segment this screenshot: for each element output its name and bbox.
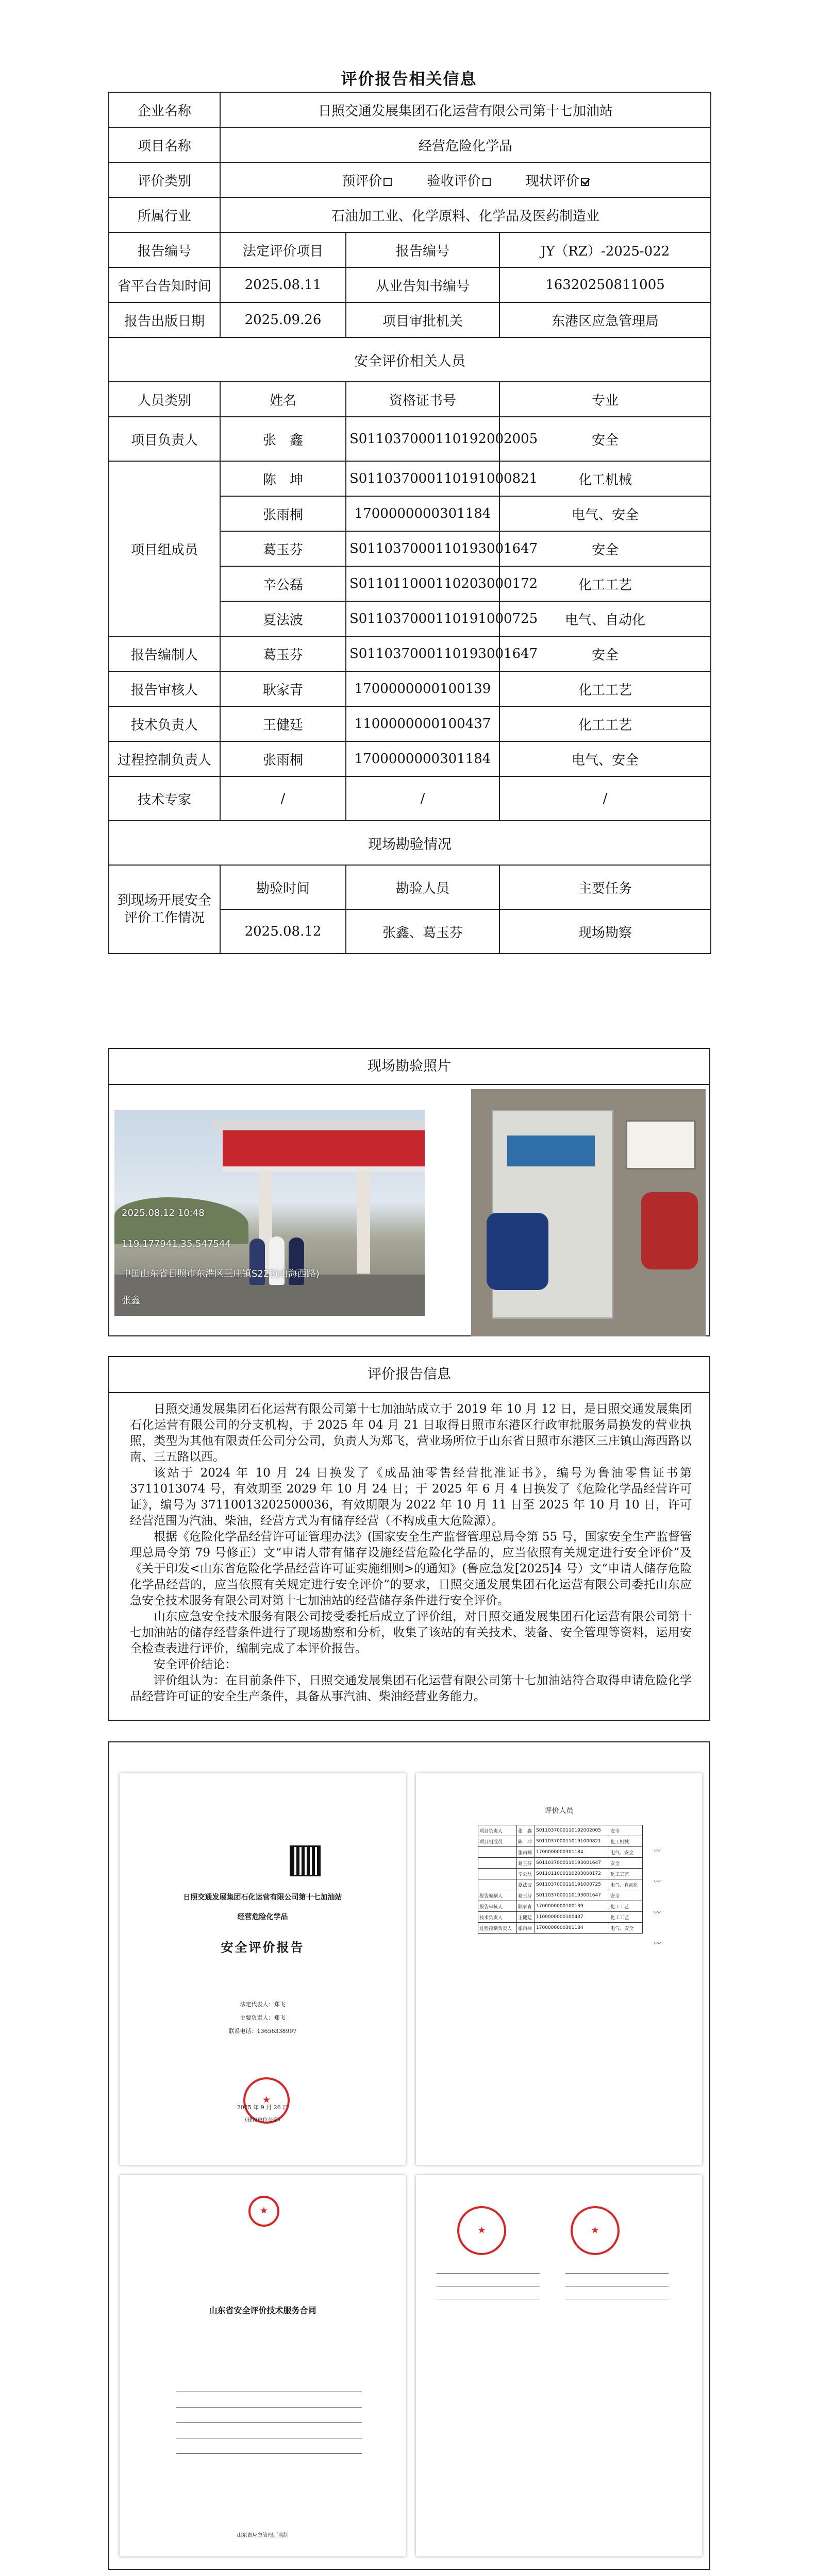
cover-report-title: 安全评价报告 xyxy=(221,1940,305,1955)
table-cell: 安全 xyxy=(609,1858,643,1869)
eval-type-current: 现状评价 xyxy=(526,174,589,189)
table-cell: 王健廷 xyxy=(516,1912,535,1923)
upload-label: 省平台告知时间 xyxy=(109,267,220,302)
table-row xyxy=(478,1923,643,1934)
document-scans-section xyxy=(108,1741,710,2570)
other-name: 葛玉芬 xyxy=(220,636,346,671)
report-cover-scan xyxy=(120,1773,406,2165)
notice-no: 16320250811005 xyxy=(499,267,711,302)
checkbox-current-checked-icon xyxy=(581,178,589,186)
table-cell: 1100000000100437 xyxy=(535,1912,609,1923)
table-cell: 化工机械 xyxy=(609,1836,643,1847)
photo-watermark-time: 2025.08.12 10:48 xyxy=(122,1208,205,1218)
table-cell: 项目负责人 xyxy=(478,1825,517,1836)
survey-header-people: 勘验人员 xyxy=(346,865,499,909)
approver-label: 项目审批机关 xyxy=(346,302,499,337)
table-cell: 葛玉芬 xyxy=(516,1858,535,1869)
eval-type-pre: 预评价 xyxy=(342,174,392,189)
evaluation-paragraph: 该站于 2024 年 10 月 24 日换发了《成品油零售经营批准证书》，编号为鲁油零售证书第3711013074 号，有效期至 2029 年 10 月 24 日；于 2025 年 6 月 4 日换发了《危险化学品经营许可证》，编号为 37110013202500036，有效期限为 2022 年 10 月 11 日至 2025 年 10 月 10 日，许可经营范围为汽油、柴油，经营方式为有储存经营（不构成重大危险源）。 xyxy=(130,1466,692,1528)
other-major: 化工工艺 xyxy=(499,706,711,741)
other-major: / xyxy=(499,776,711,821)
table-cell: S011037000110193001647 xyxy=(535,1858,609,1869)
staff-section-title: 安全评价相关人员 xyxy=(109,337,711,382)
project-name-value: 经营危险化学品 xyxy=(220,127,711,162)
table-row xyxy=(478,1869,643,1879)
table-row xyxy=(109,302,711,337)
table-row xyxy=(478,1879,643,1890)
other-cert: 1100000000100437 xyxy=(346,706,499,741)
evaluation-paragraph: 日照交通发展集团石化运营有限公司第十七加油站成立于 2019 年 10 月 12 日，是日照交通发展集团石化运营有限公司的分支机构，于 2025 年 04 月 21 日取得日照市东港区行政审批服务局换发的营业执照，类型为其他有限责任公司分公司，负责人为郑飞，营业场所位于山东省日照市东港区三庄镇山海西路以南、三五路以西。 xyxy=(130,1402,692,1464)
form-line xyxy=(437,2273,540,2274)
conclusion-paragraph: 评价组认为：在目前条件下，日照交通发展集团石化运营有限公司第十七加油站符合取得申请危险化学品经营许可证的安全生产条件，具备从事汽油、柴油经营业务能力。 xyxy=(130,1674,692,1703)
other-name: / xyxy=(220,776,346,821)
staff-header-name: 姓名 xyxy=(220,382,346,417)
other-name: 张雨桐 xyxy=(220,741,346,776)
table-cell: 夏法波 xyxy=(516,1879,535,1890)
member-name: 葛玉芬 xyxy=(220,531,346,566)
issue-date: 2025.09.26 xyxy=(220,302,346,337)
table-cell xyxy=(478,1858,517,1869)
table-row xyxy=(109,162,711,197)
table-cell: 化工工艺 xyxy=(609,1901,643,1912)
evaluation-paragraph: 山东应急安全技术服务有限公司接受委托后成立了评价组，对日照交通发展集团石化运营有限公司第十七加油站的储存经营条件进行了现场勘察和分析，收集了该站的有关技术、装备、安全管理等资料，运用安全检查表进行评价，编制完成了本评价报告。 xyxy=(130,1610,692,1655)
legal-eval-label: 法定评价项目 xyxy=(220,232,346,267)
other-major: 安全 xyxy=(499,636,711,671)
member-major: 安全 xyxy=(499,531,711,566)
table-cell: S011037000110193001647 xyxy=(535,1890,609,1901)
table-row xyxy=(109,127,711,162)
signature-mark-icon: 〰 xyxy=(653,1847,660,1855)
approver-value: 东港区应急管理局 xyxy=(499,302,711,337)
table-cell: 报告审核人 xyxy=(478,1901,517,1912)
table-row xyxy=(109,92,711,127)
leader-name: 张 鑫 xyxy=(220,417,346,461)
table-cell xyxy=(478,1879,517,1890)
other-role: 技术专家 xyxy=(109,776,220,821)
member-major: 化工工艺 xyxy=(499,566,711,601)
table-cell: 1700000000100139 xyxy=(535,1901,609,1912)
table-row xyxy=(478,1912,643,1923)
table-cell xyxy=(478,1869,517,1879)
photo-watermark-coord: 119.177941,35.547544 xyxy=(122,1239,231,1249)
cover-phone: 联系电话：13656338997 xyxy=(228,2028,297,2035)
cover-project: 经营危险化学品 xyxy=(237,1913,288,1921)
staff-header-major: 专业 xyxy=(499,382,711,417)
evaluation-section xyxy=(108,1356,710,1721)
member-name: 张雨桐 xyxy=(220,496,346,531)
member-name: 辛公磊 xyxy=(220,566,346,601)
form-line xyxy=(176,2453,362,2454)
contract-cover-scan xyxy=(120,2175,406,2556)
other-role: 报告审核人 xyxy=(109,671,220,706)
dispenser-panel-shape xyxy=(507,1136,595,1166)
table-row xyxy=(478,1858,643,1869)
table-row xyxy=(109,197,711,232)
signboard-shape xyxy=(626,1120,696,1170)
fuel-dispenser-inspection-photo xyxy=(471,1089,706,1336)
table-cell: 电气、安全 xyxy=(609,1847,643,1858)
table-cell xyxy=(478,1847,517,1858)
qr-code-icon xyxy=(290,1845,321,1876)
project-name-label: 项目名称 xyxy=(109,127,220,162)
party-b-seal-icon xyxy=(571,2206,620,2255)
table-cell: 安全 xyxy=(609,1825,643,1836)
report-info-table xyxy=(108,92,711,954)
table-cell: 1700000000301184 xyxy=(535,1847,609,1858)
table-cell: 辛公磊 xyxy=(516,1869,535,1879)
table-row xyxy=(109,706,711,741)
leader-major: 安全 xyxy=(499,417,711,461)
table-cell: 陈 坤 xyxy=(516,1836,535,1847)
table-row xyxy=(478,1901,643,1912)
other-role: 报告编制人 xyxy=(109,636,220,671)
cover-leader: 主要负责人：郑飞 xyxy=(240,2014,286,2021)
other-name: 王健廷 xyxy=(220,706,346,741)
survey-header-task: 主要任务 xyxy=(499,865,711,909)
cover-date: 2025 年 9 月 26 日 xyxy=(237,2104,289,2111)
cover-seal-note: （建设单位公章） xyxy=(242,2117,283,2123)
form-line xyxy=(176,2407,362,2408)
table-cell: 葛玉芬 xyxy=(516,1890,535,1901)
other-name: 耿家青 xyxy=(220,671,346,706)
table-row xyxy=(109,417,711,461)
signature-mark-icon: 〰 xyxy=(653,1878,660,1886)
canopy-shape xyxy=(223,1130,425,1172)
member-major: 电气、自动化 xyxy=(499,601,711,636)
staff-header-cert: 资格证书号 xyxy=(346,382,499,417)
other-cert: / xyxy=(346,776,499,821)
table-cell: 化工工艺 xyxy=(609,1912,643,1923)
table-row xyxy=(109,232,711,267)
party-a-seal-icon xyxy=(457,2206,506,2255)
other-cert: 1700000000100139 xyxy=(346,671,499,706)
page-title: 评价报告相关信息 xyxy=(341,70,477,89)
survey-section-title: 现场勘验情况 xyxy=(109,821,711,865)
signature-mark-icon: 〰 xyxy=(653,1909,660,1917)
form-line xyxy=(176,2422,362,2423)
industry-label: 所属行业 xyxy=(109,197,220,232)
member-cert: S011011000110203000172 xyxy=(346,566,499,601)
other-major: 化工工艺 xyxy=(499,671,711,706)
personnel-mini-table xyxy=(478,1825,643,1934)
cover-company: 日照交通发展集团石化运营有限公司第十七加油站 xyxy=(183,1893,342,1902)
member-major: 电气、安全 xyxy=(499,496,711,531)
evaluation-paragraph: 根据《危险化学品经营许可证管理办法》(国家安全生产监督管理总局令第 55 号，国家安全生产监督管理总局令第 79 号修正）文“申请人带有储存设施经营危险化学品的，应当依照有关规定进行安全评价”及《关于印发<山东省危险化学品经营许可证实施细则>的通知》(鲁应急发[2025]4 号）文“申请人储存危险化学品经营的，应当依照有关规定进行安全评价”的要求，日照交通发展集团石化运营有限公司委托山东应急安全技术服务有限公司对第十七加油站的经营储存条件进行安全评价。 xyxy=(130,1530,692,1607)
member-major: 化工机械 xyxy=(499,461,711,496)
table-cell: S011037000110192002005 xyxy=(535,1825,609,1836)
table-cell: 张 鑫 xyxy=(516,1825,535,1836)
eval-type-label: 评价类别 xyxy=(109,162,220,197)
member-name: 夏法波 xyxy=(220,601,346,636)
table-row xyxy=(478,1836,643,1847)
other-cert: 1700000000301184 xyxy=(346,741,499,776)
pillar-shape xyxy=(357,1171,370,1274)
other-role: 过程控制负责人 xyxy=(109,741,220,776)
photo-watermark-address: 中国山东省日照市东港区三庄镇S222(山海西路) xyxy=(122,1268,320,1279)
table-row xyxy=(109,382,711,417)
worker-shape xyxy=(641,1192,698,1269)
table-row xyxy=(109,865,711,909)
notice-label: 从业告知书编号 xyxy=(346,267,499,302)
table-cell: 耿家青 xyxy=(516,1901,535,1912)
eval-type-acceptance: 验收评价 xyxy=(427,174,491,189)
table-cell: 安全 xyxy=(609,1890,643,1901)
company-label: 企业名称 xyxy=(109,92,220,127)
table-row xyxy=(109,636,711,671)
report-no-sub-label: 报告编号 xyxy=(346,232,499,267)
table-row xyxy=(109,671,711,706)
leader-cert: S011037000110192002005 xyxy=(346,417,499,461)
member-cert: S011037000110191000725 xyxy=(346,601,499,636)
evaluation-title: 评价报告信息 xyxy=(109,1357,709,1393)
site-photos-section xyxy=(108,1048,710,1336)
table-row xyxy=(109,461,711,496)
table-cell: 项目组成员 xyxy=(478,1836,517,1847)
eval-type-options xyxy=(220,162,711,197)
member-name: 陈 坤 xyxy=(220,461,346,496)
survey-row-label: 到现场开展安全评价工作情况 xyxy=(109,865,220,954)
survey-date: 2025.08.12 xyxy=(220,909,346,954)
survey-task: 现场勘察 xyxy=(499,909,711,954)
industry-value: 石油加工业、化学原料、化学品及医药制造业 xyxy=(220,197,711,232)
trees-shape xyxy=(114,1197,248,1244)
table-row xyxy=(109,821,711,865)
signature-mark-icon: 〰 xyxy=(653,1940,660,1948)
issue-label: 报告出版日期 xyxy=(109,302,220,337)
personnel-page-scan xyxy=(416,1773,702,2165)
photos-title: 现场勘验照片 xyxy=(109,1049,709,1085)
member-cert: S011037000110193001647 xyxy=(346,531,499,566)
table-cell: 电气、自动化 xyxy=(609,1879,643,1890)
checkbox-pre-icon xyxy=(383,178,392,186)
gas-station-photo xyxy=(114,1110,425,1316)
table-cell: 过程控制负责人 xyxy=(478,1923,517,1934)
table-row xyxy=(109,267,711,302)
table-cell: 1700000000301184 xyxy=(535,1923,609,1934)
table-cell: 报告编制人 xyxy=(478,1890,517,1901)
other-major: 电气、安全 xyxy=(499,741,711,776)
table-cell: 技术负责人 xyxy=(478,1912,517,1923)
table-cell: S011037000110191000725 xyxy=(535,1879,609,1890)
checkbox-acceptance-icon xyxy=(482,178,491,186)
contract-title: 山东省安全评价技术服务合同 xyxy=(209,2306,316,2315)
other-role: 技术负责人 xyxy=(109,706,220,741)
report-no-label: 报告编号 xyxy=(109,232,220,267)
table-cell: S011011000110203000172 xyxy=(535,1869,609,1879)
other-cert: S011037000110193001647 xyxy=(346,636,499,671)
table-row xyxy=(109,337,711,382)
evaluation-text xyxy=(130,1401,692,1705)
stamp-seal-icon xyxy=(248,2196,279,2227)
table-cell: 化工工艺 xyxy=(609,1869,643,1879)
leader-label: 项目负责人 xyxy=(109,417,220,461)
form-line xyxy=(565,2273,669,2274)
table-row xyxy=(478,1890,643,1901)
table-row xyxy=(109,741,711,776)
table-row xyxy=(109,776,711,821)
worker-shape xyxy=(487,1213,548,1290)
personnel-page-title: 评价人员 xyxy=(544,1807,574,1815)
table-cell: 张雨桐 xyxy=(516,1923,535,1934)
table-cell: 电气、安全 xyxy=(609,1923,643,1934)
company-value: 日照交通发展集团石化运营有限公司第十七加油站 xyxy=(220,92,711,127)
member-cert: 1700000000301184 xyxy=(346,496,499,531)
survey-people: 张鑫、葛玉芬 xyxy=(346,909,499,954)
members-label: 项目组成员 xyxy=(109,461,220,636)
table-cell: S011037000110191000821 xyxy=(535,1836,609,1847)
table-cell: 张雨桐 xyxy=(516,1847,535,1858)
staff-header-role: 人员类别 xyxy=(109,382,220,417)
contract-footer: 山东省应急管理厅监制 xyxy=(237,2533,289,2538)
contract-signature-scan xyxy=(416,2175,702,2556)
conclusion-heading: 安全评价结论： xyxy=(154,1658,237,1671)
photo-watermark-name: 张鑫 xyxy=(122,1295,140,1306)
table-row xyxy=(478,1847,643,1858)
report-no-value: JY（RZ）-2025-022 xyxy=(499,232,711,267)
survey-header-date: 勘验时间 xyxy=(220,865,346,909)
cover-legal-rep: 法定代表人：郑飞 xyxy=(240,2001,286,2008)
member-cert: S011037000110191000821 xyxy=(346,461,499,496)
upload-date: 2025.08.11 xyxy=(220,267,346,302)
table-row xyxy=(478,1825,643,1836)
